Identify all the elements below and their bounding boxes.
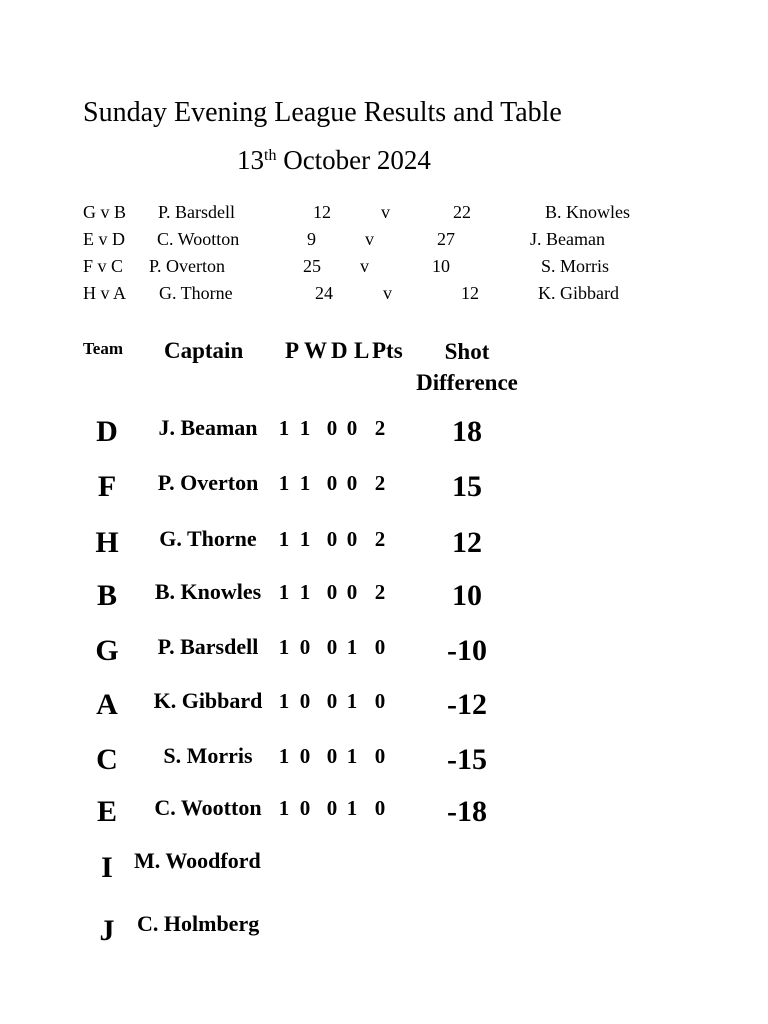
team-captain: P. Overton <box>157 470 259 495</box>
stat-played: 1 <box>278 527 290 551</box>
result-away-score: 10 <box>432 256 450 276</box>
team-letter: J <box>99 914 115 947</box>
result-away-captain: S. Morris <box>541 256 610 276</box>
header-shot-line2: Difference <box>416 370 518 395</box>
stat-points: 0 <box>374 796 386 820</box>
result-vs: v <box>381 202 390 222</box>
stat-played: 1 <box>278 635 290 659</box>
stat-drawn: 0 <box>326 527 338 551</box>
header-lost: L <box>354 338 370 363</box>
stat-won: 0 <box>299 689 311 713</box>
stat-played: 1 <box>278 416 290 440</box>
team-letter: D <box>96 415 118 448</box>
team-letter: B <box>96 579 117 612</box>
date-suffix: th <box>264 147 277 164</box>
header-shot-difference <box>397 336 537 398</box>
stat-drawn: 0 <box>326 416 338 440</box>
result-away-score: 27 <box>437 229 455 249</box>
result-home-captain: P. Barsdell <box>158 202 236 222</box>
stat-played: 1 <box>278 744 290 768</box>
result-away-captain: J. Beaman <box>530 229 605 249</box>
result-home-captain: G. Thorne <box>159 283 233 303</box>
header-won: W <box>304 338 327 363</box>
date-day: 13 <box>237 145 264 175</box>
stat-drawn: 0 <box>326 689 338 713</box>
stat-won: 1 <box>299 580 311 604</box>
stat-played: 1 <box>278 796 290 820</box>
team-captain: C. Holmberg <box>137 911 260 936</box>
team-letter: C <box>96 743 118 776</box>
stat-points: 2 <box>374 471 386 495</box>
team-captain: M. Woodford <box>134 848 261 873</box>
result-home-score: 12 <box>313 202 331 222</box>
stat-lost: 0 <box>346 416 358 440</box>
result-match: F v C <box>83 256 124 276</box>
result-away-score: 22 <box>453 202 471 222</box>
stat-won: 0 <box>299 796 311 820</box>
team-letter: F <box>97 470 117 503</box>
date-rest: October 2024 <box>283 145 431 175</box>
stat-lost: 0 <box>346 580 358 604</box>
shot-difference: 18 <box>452 415 482 448</box>
stat-points: 0 <box>374 744 386 768</box>
stat-points: 2 <box>374 580 386 604</box>
shot-difference: -12 <box>447 688 487 721</box>
stat-won: 0 <box>299 744 311 768</box>
stat-won: 0 <box>299 635 311 659</box>
shot-difference: -15 <box>447 743 487 776</box>
stat-lost: 1 <box>346 635 358 659</box>
header-team: Team <box>83 339 123 358</box>
result-home-captain: P. Overton <box>149 256 225 276</box>
result-home-captain: C. Wootton <box>157 229 240 249</box>
stat-lost: 1 <box>346 689 358 713</box>
stat-points: 2 <box>374 416 386 440</box>
team-captain: C. Wootton <box>154 795 262 820</box>
shot-difference: 12 <box>452 526 482 559</box>
stat-lost: 0 <box>346 527 358 551</box>
header-points: Pts <box>372 338 403 363</box>
team-letter: E <box>96 795 117 828</box>
shot-difference: -18 <box>447 795 487 828</box>
stat-lost: 0 <box>346 471 358 495</box>
stat-drawn: 0 <box>326 471 338 495</box>
team-captain: P. Barsdell <box>157 634 259 659</box>
team-captain: B. Knowles <box>154 579 262 604</box>
stat-won: 1 <box>299 471 311 495</box>
stat-won: 1 <box>299 527 311 551</box>
team-letter: A <box>96 688 118 721</box>
shot-difference: 15 <box>452 470 482 503</box>
result-home-score: 9 <box>307 229 316 249</box>
shot-difference: -10 <box>447 634 487 667</box>
stat-played: 1 <box>278 689 290 713</box>
result-match: H v A <box>83 283 127 303</box>
stat-points: 2 <box>374 527 386 551</box>
shot-difference: 10 <box>452 579 482 612</box>
team-captain: S. Morris <box>163 743 253 768</box>
result-away-captain: B. Knowles <box>545 202 630 222</box>
stat-lost: 1 <box>346 744 358 768</box>
result-vs: v <box>365 229 374 249</box>
stat-points: 0 <box>374 635 386 659</box>
team-captain: K. Gibbard <box>153 688 263 713</box>
result-vs: v <box>383 283 392 303</box>
stat-lost: 1 <box>346 796 358 820</box>
page-title: Sunday Evening League Results and Table <box>83 97 562 128</box>
stat-drawn: 0 <box>326 580 338 604</box>
result-away-captain: K. Gibbard <box>538 283 619 303</box>
stat-drawn: 0 <box>326 796 338 820</box>
result-home-score: 25 <box>303 256 321 276</box>
header-shot-line1: Shot <box>444 339 490 364</box>
result-match: E v D <box>83 229 125 249</box>
team-letter: I <box>101 851 113 884</box>
team-captain: G. Thorne <box>159 526 257 551</box>
stat-won: 1 <box>299 416 311 440</box>
result-away-score: 12 <box>461 283 479 303</box>
result-home-score: 24 <box>315 283 333 303</box>
stat-drawn: 0 <box>326 744 338 768</box>
header-drawn: D <box>331 338 348 363</box>
result-vs: v <box>360 256 369 276</box>
header-captain: Captain <box>164 338 244 363</box>
result-match: G v B <box>83 202 127 222</box>
team-letter: G <box>95 634 119 667</box>
results-date <box>237 144 431 176</box>
team-letter: H <box>95 526 119 559</box>
header-played: P <box>285 338 300 363</box>
team-captain: J. Beaman <box>158 415 258 440</box>
stat-played: 1 <box>278 471 290 495</box>
stat-drawn: 0 <box>326 635 338 659</box>
stat-points: 0 <box>374 689 386 713</box>
stat-played: 1 <box>278 580 290 604</box>
